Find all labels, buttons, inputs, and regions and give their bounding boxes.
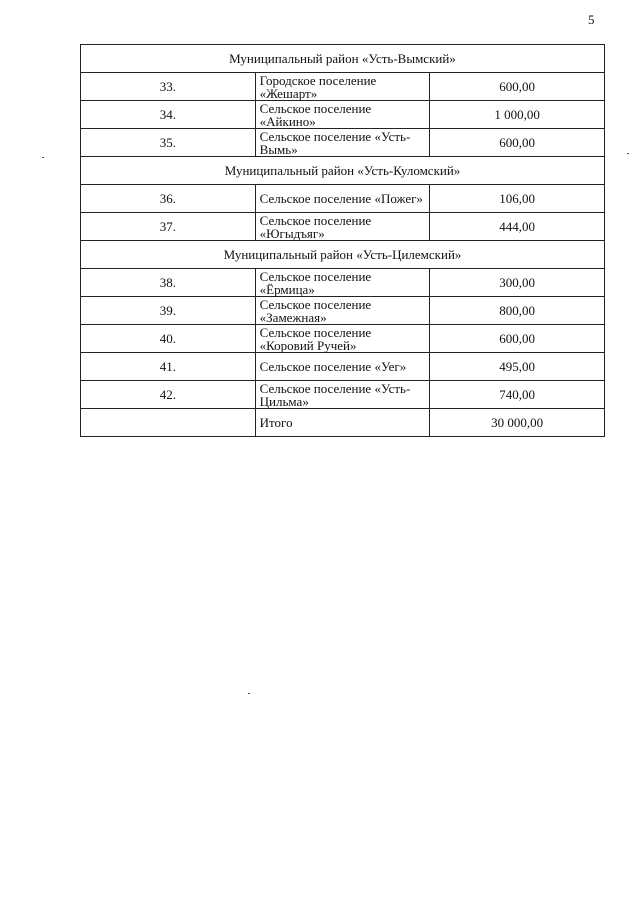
section-row [81,241,605,269]
amount: 495,00 [430,353,605,381]
amount: 740,00 [430,381,605,409]
amount: 300,00 [430,269,605,297]
settlement-name: Сельское поселение «Усть-Цильма» [255,381,430,409]
row-number: 37. [81,213,256,241]
scan-speck [42,157,44,158]
table-row [81,213,605,241]
amount: 800,00 [430,297,605,325]
settlement-name: Городское поселение «Жешарт» [255,73,430,101]
table-row [81,325,605,353]
amount: 600,00 [430,129,605,157]
section-row [81,157,605,185]
row-number: 36. [81,185,256,213]
total-amount: 30 000,00 [430,409,605,437]
settlement-name: Сельское поселение «Югыдъяг» [255,213,430,241]
scan-speck [248,693,250,694]
row-number: 39. [81,297,256,325]
table-row [81,129,605,157]
row-number: 35. [81,129,256,157]
section-title: Муниципальный район «Усть-Куломский» [81,157,605,185]
settlement-name: Сельское поселение «Айкино» [255,101,430,129]
amount: 600,00 [430,73,605,101]
section-row [81,45,605,73]
section-title: Муниципальный район «Усть-Цилемский» [81,241,605,269]
settlement-name: Сельское поселение «Ёрмица» [255,269,430,297]
table-row [81,101,605,129]
row-number: 33. [81,73,256,101]
row-number: 42. [81,381,256,409]
table-row [81,353,605,381]
amount: 600,00 [430,325,605,353]
table-row [81,73,605,101]
settlement-name: Сельское поселение «Коровий Ручей» [255,325,430,353]
table-row [81,269,605,297]
settlement-name: Сельское поселение «Уег» [255,353,430,381]
row-number: 41. [81,353,256,381]
row-number: 38. [81,269,256,297]
total-number [81,409,256,437]
amount: 1 000,00 [430,101,605,129]
scan-speck [627,153,629,154]
table-row [81,297,605,325]
total-label: Итого [255,409,430,437]
section-title: Муниципальный район «Усть-Вымский» [81,45,605,73]
table-row [81,381,605,409]
row-number: 34. [81,101,256,129]
settlement-name: Сельское поселение «Пожег» [255,185,430,213]
settlement-name: Сельское поселение «Замежная» [255,297,430,325]
amount: 106,00 [430,185,605,213]
row-number: 40. [81,325,256,353]
allocation-table [80,44,605,437]
total-row [81,409,605,437]
table-row [81,185,605,213]
page-number: 5 [588,12,595,27]
settlement-name: Сельское поселение «Усть-Вымь» [255,129,430,157]
amount: 444,00 [430,213,605,241]
